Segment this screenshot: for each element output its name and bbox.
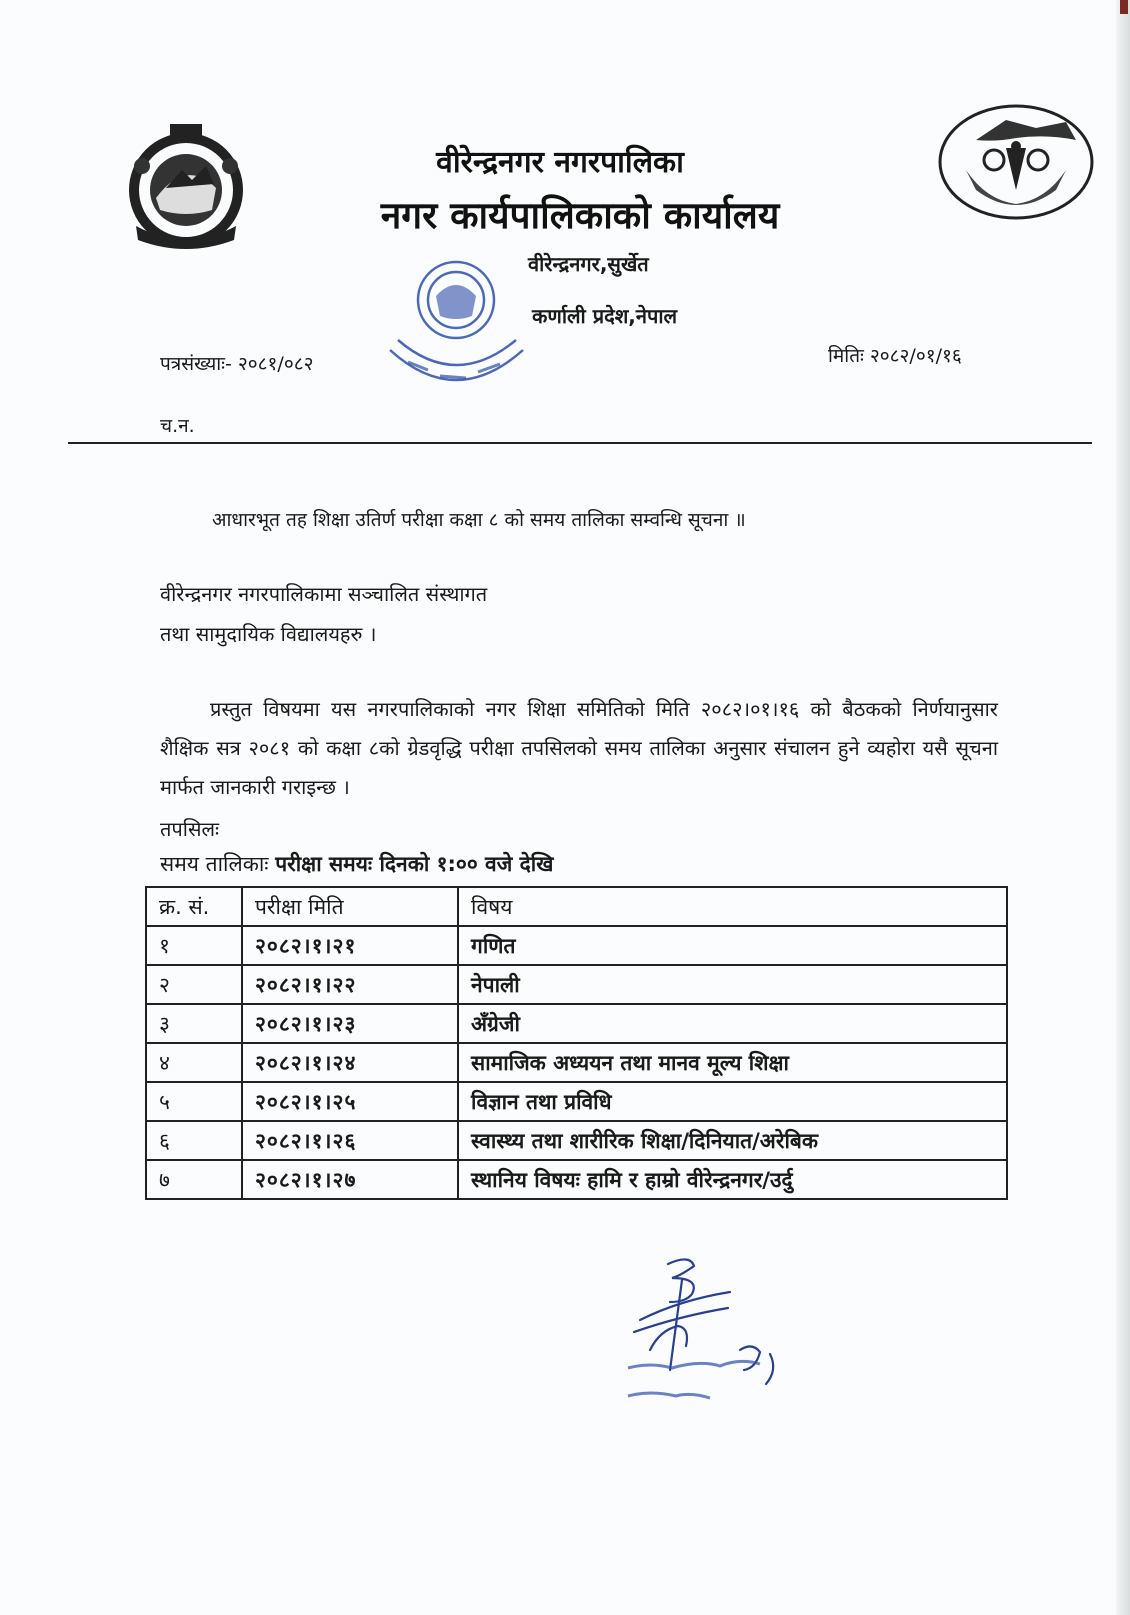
- row-exam-date: २०८२।१।२७: [242, 1160, 458, 1199]
- table-row: [146, 926, 1007, 965]
- signature-icon: [620, 1250, 800, 1415]
- exam-schedule-table: [145, 886, 1008, 1200]
- table-header-row: [146, 887, 1007, 926]
- letter-body: प्रस्तुत विषयमा यस नगरपालिकाको नगर शिक्षा समितिको मिति २०८२।०१।१६ को बैठकको निर्णयानुसार शैक्षिक सत्र २०८१ को कक्षा ८को ग्रेडवृद्धि परीक्षा तपसिलको समय तालिका अनुसार संचालन हुने व्यहोरा यसै सूचना मार्फत जानकारी गराइन्छ ।: [160, 697, 998, 799]
- row-exam-date: २०८२।१।२६: [242, 1121, 458, 1160]
- schedule-line: [160, 850, 553, 878]
- letter-date: मितिः २०८२/०१/१६: [828, 345, 962, 367]
- dispatch-number: च.न.: [160, 415, 195, 437]
- row-exam-date: २०८२।१।२३: [242, 1004, 458, 1043]
- row-subject: स्थानिय विषयः हामि र हाम्रो वीरेन्द्रनगर/उर्दु: [458, 1160, 1007, 1199]
- row-subject: नेपाली: [458, 965, 1007, 1004]
- address-line-2: कर्णाली प्रदेश,नेपाल: [532, 304, 678, 328]
- row-exam-date: २०८२।१।२२: [242, 965, 458, 1004]
- header-exam-date: परीक्षा मिति: [242, 887, 458, 926]
- table-row: [146, 965, 1007, 1004]
- table-row: [146, 1004, 1007, 1043]
- municipality-name: वीरेन्द्रनगर नगरपालिका: [436, 145, 684, 180]
- row-serial: ३: [146, 1004, 242, 1043]
- row-exam-date: २०८२।१।२४: [242, 1043, 458, 1082]
- row-exam-date: २०८२।१।२१: [242, 926, 458, 965]
- table-row: [146, 1043, 1007, 1082]
- addressee-line-2: तथा सामुदायिक विद्यालयहरु ।: [160, 622, 377, 646]
- row-serial: १: [146, 926, 242, 965]
- table-row: [146, 1160, 1007, 1199]
- row-serial: ५: [146, 1082, 242, 1121]
- row-serial: २: [146, 965, 242, 1004]
- row-subject: स्वास्थ्य तथा शारीरिक शिक्षा/दिनियात/अरेबिक: [458, 1121, 1007, 1160]
- address-line-1: वीरेन्द्रनगर,सुर्खेत: [528, 252, 649, 276]
- office-stamp-icon: [378, 240, 533, 400]
- office-name: नगर कार्यपालिकाको कार्यालय: [380, 194, 780, 237]
- row-subject: गणित: [458, 926, 1007, 965]
- row-serial: ६: [146, 1121, 242, 1160]
- row-serial: ४: [146, 1043, 242, 1082]
- reference-number: पत्रसंख्याः- २०८१/०८२: [160, 353, 314, 375]
- details-label: तपसिलः: [160, 817, 220, 841]
- header-serial: क्र. सं.: [146, 887, 242, 926]
- header-subject: विषय: [458, 887, 1007, 926]
- page-notch: [1120, 0, 1128, 14]
- row-subject: विज्ञान तथा प्रविधि: [458, 1082, 1007, 1121]
- table-row: [146, 1082, 1007, 1121]
- header-divider: [68, 442, 1092, 444]
- row-subject: अँग्रेजी: [458, 1004, 1007, 1043]
- row-serial: ७: [146, 1160, 242, 1199]
- schedule-time: परीक्षा समयः दिनको १:०० वजे देखि: [275, 852, 554, 876]
- addressee-line-1: वीरेन्द्रनगर नगरपालिकामा सञ्चालित संस्थागत: [160, 582, 488, 606]
- row-exam-date: २०८२।१।२५: [242, 1082, 458, 1121]
- letter-subject: आधारभूत तह शिक्षा उतिर्ण परीक्षा कक्षा ८ को समय तालिका सम्वन्धि सूचना ॥: [212, 509, 746, 531]
- table-row: [146, 1121, 1007, 1160]
- page-edge: [1116, 0, 1130, 1615]
- row-subject: सामाजिक अध्ययन तथा मानव मूल्य शिक्षा: [458, 1043, 1007, 1082]
- municipality-logo-icon: [936, 100, 1096, 225]
- nepal-government-emblem-icon: [122, 118, 250, 253]
- schedule-label: समय तालिकाः: [160, 852, 269, 876]
